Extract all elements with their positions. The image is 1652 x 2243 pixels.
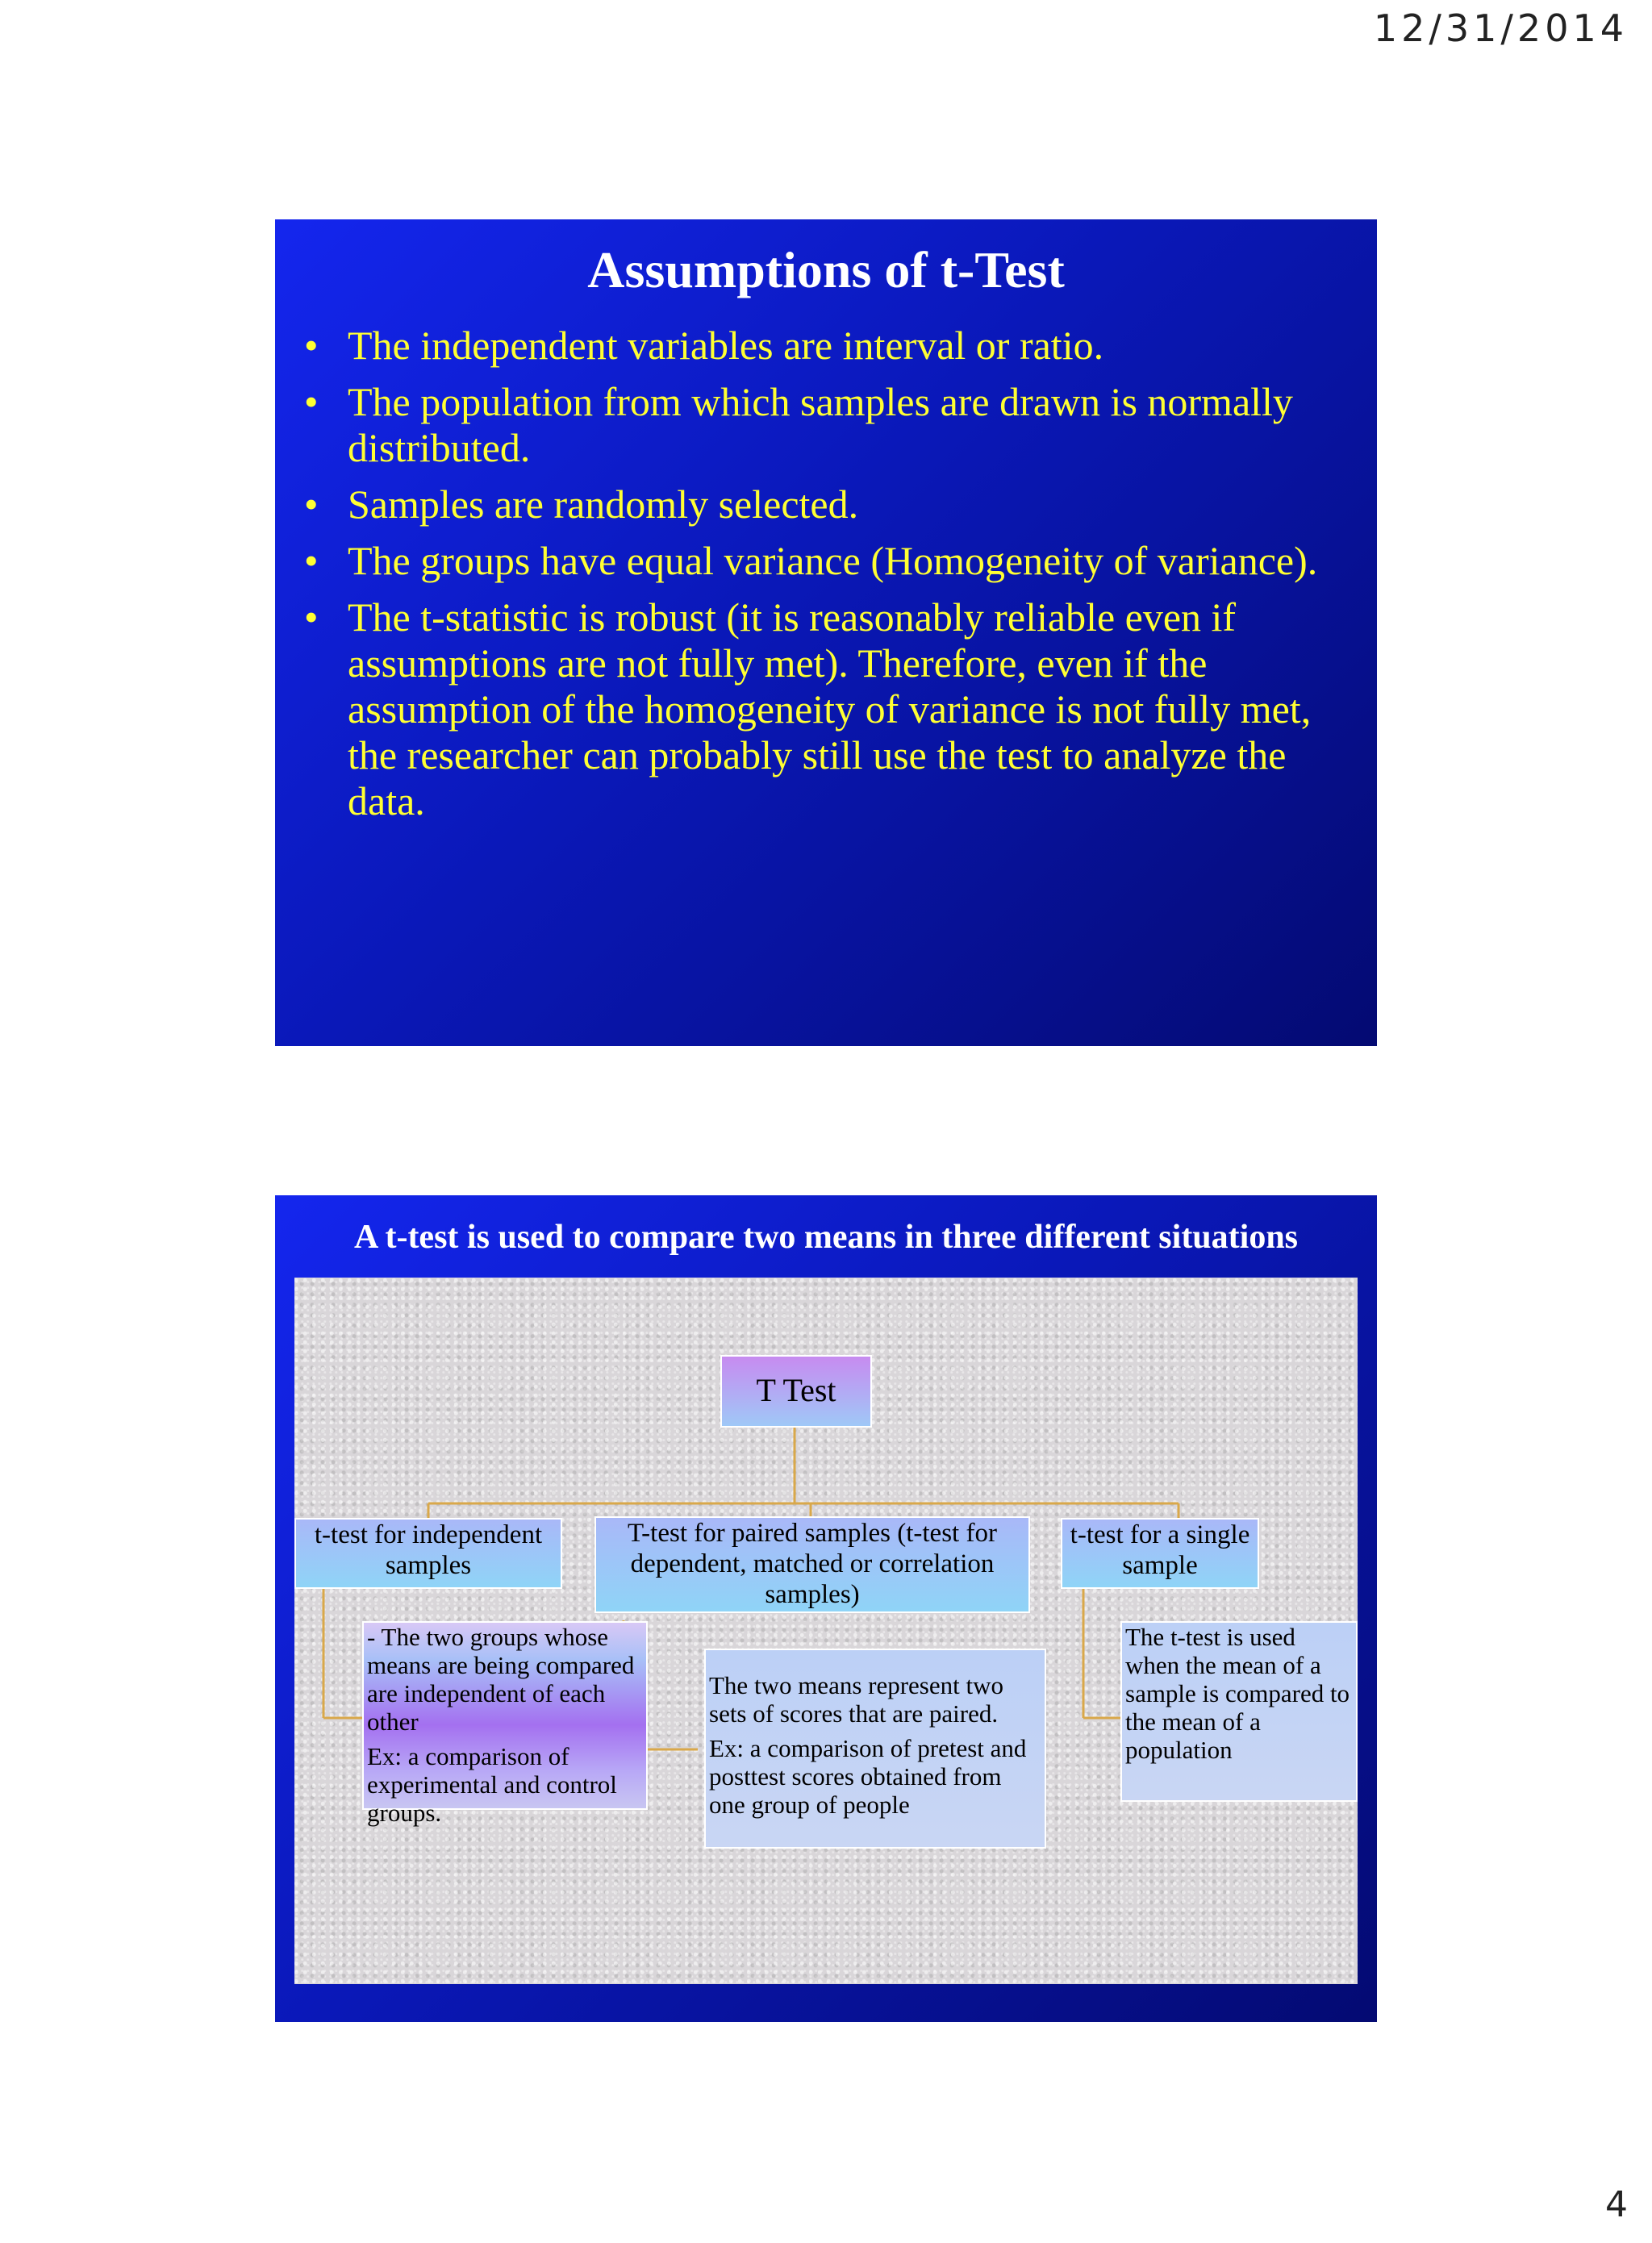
page-number: 4 (1605, 2184, 1628, 2225)
description-example: Ex: a comparison of pretest and posttest scores obtained from one group of people (709, 1734, 1027, 1819)
bullet-icon: • (304, 538, 319, 583)
bullet-item: • Samples are randomly selected. (304, 482, 859, 527)
bullet-item: • The population from which samples are drawn is normally distributed. (304, 379, 1293, 470)
paired-samples-box: T-test for paired samples (t-test for dependent, matched or correlation samples) (594, 1516, 1030, 1613)
slide-title: Assumptions of t-Test (587, 241, 1065, 298)
single-sample-description (1120, 1621, 1358, 1802)
description-text: The t-test is used when the mean of a sample is compared to the mean of a population (1125, 1623, 1350, 1764)
independent-samples-description (362, 1621, 648, 1827)
bullet-item: • The groups have equal variance (Homogeneity of variance). (304, 538, 1318, 583)
bullet-icon: • (304, 482, 319, 527)
bullet-item: • The independent variables are interval or ratio. (304, 323, 1104, 368)
bullet-list (304, 323, 1353, 835)
diagram-panel (294, 1278, 1358, 1984)
header-date: 12/31/2014 (1373, 6, 1628, 50)
bullet-icon: • (304, 594, 319, 640)
paired-samples-description (704, 1649, 1046, 1849)
bullet-item: • The t-statistic is robust (it is reasonably reliable even if assumptions are not fully met). Therefore, even if the assumption of the homogeneity of variance is not fully met, the researcher can probably still use the test to analyze the data. (304, 594, 1312, 823)
slide-assumptions (275, 219, 1377, 1046)
single-sample-box: t-test for a single sample (1061, 1518, 1259, 1589)
independent-samples-box: t-test for independent samples (294, 1518, 562, 1589)
description-text: - The two groups whose means are being compared are independent of each other (367, 1623, 635, 1736)
bullet-icon: • (304, 379, 319, 424)
bullet-icon: • (304, 323, 319, 368)
description-text: The two means represent two sets of scores that are paired. (709, 1671, 1003, 1728)
t-test-root-box: T Test (720, 1355, 872, 1428)
slide-title: A t-test is used to compare two means in three different situations (353, 1219, 1299, 1256)
description-example: Ex: a comparison of experimental and control groups. (367, 1742, 617, 1827)
slide-t-test-types (275, 1195, 1377, 2022)
